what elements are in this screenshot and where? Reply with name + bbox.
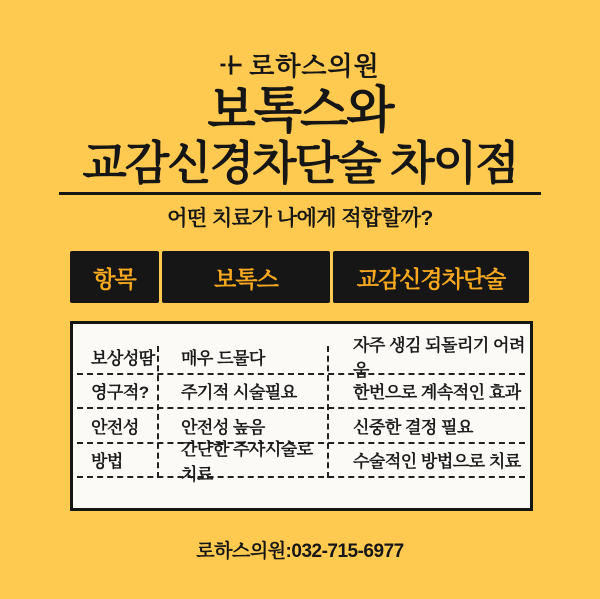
column-header-item: 항목: [70, 251, 159, 303]
title-line2: 교감신경차단술 차이점: [82, 137, 518, 189]
table-row: [77, 375, 525, 410]
column-header-surgery: 교감신경차단술: [333, 251, 529, 303]
medical-cross-icon: [220, 54, 242, 76]
table-row: [77, 336, 525, 381]
table-body: [77, 336, 525, 484]
cell-surgery-value: 자주 생김 되돌리기 어려움: [353, 336, 525, 381]
footer-contact: 로하스의원:032-715-6977: [196, 541, 404, 562]
clinic-name: 로하스의원: [249, 51, 380, 81]
comparison-table-card: [70, 321, 533, 511]
cell-botox-value: 안전성 높음: [181, 417, 265, 437]
cell-item-label: 보상성땀: [91, 348, 155, 368]
cell-item-label: 방법: [91, 452, 123, 472]
cell-botox-value: 주기적 시술필요: [181, 383, 297, 403]
cell-item-label: 영구적?: [91, 383, 149, 403]
column-header-botox: 보톡스: [162, 251, 330, 303]
title-underline: [59, 192, 541, 195]
table-header-row: [70, 251, 529, 303]
clinic-logo: [0, 46, 600, 83]
cell-surgery-value: 수술적인 방법으로 치료: [353, 452, 521, 472]
cell-item-label: 안전성: [91, 417, 139, 437]
cell-botox-value: 간단한 주사시술로 치료: [181, 439, 313, 484]
subtitle: 어떤 치료가 나에게 적합할까?: [167, 207, 433, 230]
cell-botox-value: 매우 드물다: [181, 348, 265, 368]
title-line1: 보톡스와: [207, 82, 393, 138]
cell-surgery-value: 신중한 결정 필요: [353, 417, 473, 437]
cell-surgery-value: 한번으로 계속적인 효과: [353, 383, 521, 403]
table-row: [77, 439, 525, 484]
